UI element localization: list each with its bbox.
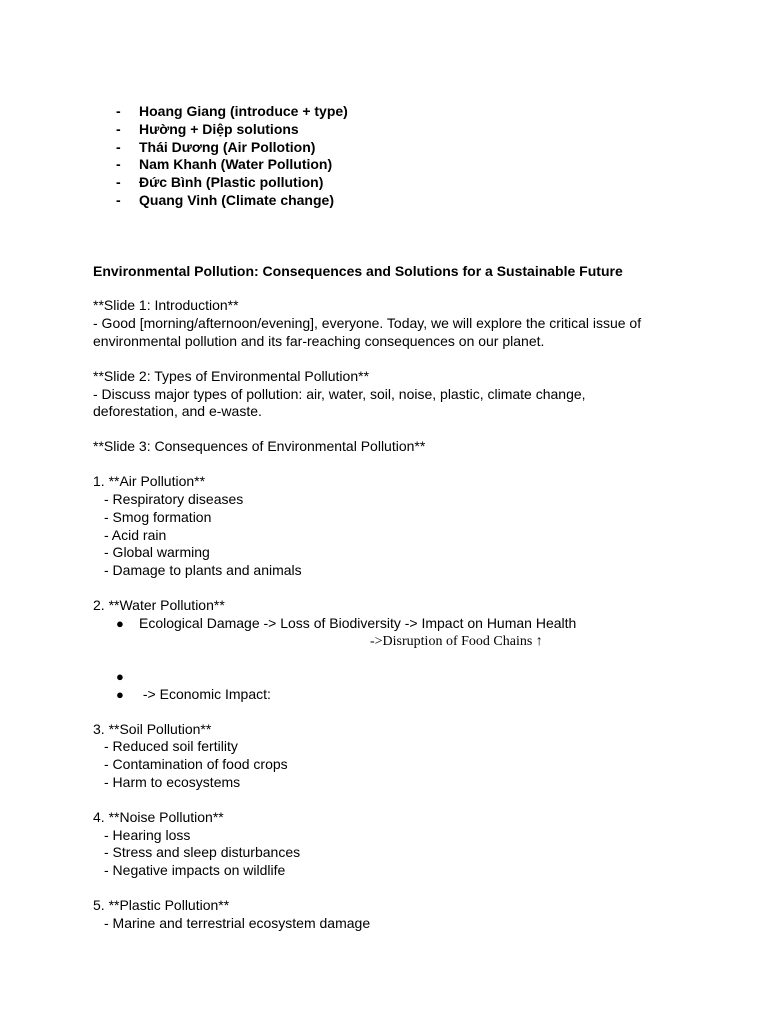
plastic-pollution-heading: 5. **Plastic Pollution** (93, 897, 230, 913)
slide1-text-line: - Good [morning/afternoon/evening], everyone. Today, we will explore the critical issue of (93, 315, 642, 331)
list-item: - Global warming (104, 544, 210, 560)
bullet-icon: ● (116, 669, 124, 684)
list-item: - Contamination of food crops (104, 756, 288, 772)
slide2-heading: **Slide 2: Types of Environmental Pollution** (93, 368, 370, 384)
list-item-text: Hường + Diệp solutions (139, 121, 299, 137)
slide2-text-line: - Discuss major types of pollution: air, water, soil, noise, plastic, climate change, (93, 386, 586, 402)
list-item: - Negative impacts on wildlife (104, 862, 286, 878)
soil-pollution-heading: 3. **Soil Pollution** (93, 721, 212, 737)
list-item-text: Đức Bình (Plastic pollution) (139, 174, 324, 190)
slide3-heading: **Slide 3: Consequences of Environmental Pollution** (93, 438, 426, 454)
slide1-heading: **Slide 1: Introduction** (93, 297, 239, 313)
list-item: - Marine and terrestrial ecosystem damage (104, 915, 371, 931)
list-item-text: Hoang Giang (introduce + type) (139, 103, 348, 119)
water-pollution-note: ->Disruption of Food Chains ↑ (370, 634, 543, 649)
list-item: - Respiratory diseases (104, 491, 244, 507)
noise-pollution-heading: 4. **Noise Pollution** (93, 809, 224, 825)
list-item: - Damage to plants and animals (104, 562, 302, 578)
water-pollution-heading: 2. **Water Pollution** (93, 597, 225, 613)
slide2-text-line: deforestation, and e-waste. (93, 403, 262, 419)
dash-marker: - (116, 174, 121, 190)
bullet-text: -> Economic Impact: (139, 686, 271, 702)
dash-marker: - (116, 139, 121, 155)
bullet-icon: ● (116, 616, 124, 631)
document-title: Environmental Pollution: Consequences and Solutions for a Sustainable Future (93, 263, 623, 279)
list-item: - Stress and sleep disturbances (104, 844, 301, 860)
air-pollution-heading: 1. **Air Pollution** (93, 473, 206, 489)
bullet-text: Ecological Damage -> Loss of Biodiversity -> Impact on Human Health (139, 615, 577, 631)
list-item: - Harm to ecosystems (104, 774, 241, 790)
bullet-icon: ● (116, 687, 124, 702)
dash-marker: - (116, 156, 121, 172)
dash-marker: - (116, 192, 121, 208)
slide1-text-line: environmental pollution and its far-reaching consequences on our planet. (93, 333, 545, 349)
list-item: - Hearing loss (104, 827, 191, 843)
list-item-text: Quang Vinh (Climate change) (139, 192, 334, 208)
list-item: - Acid rain (104, 527, 167, 543)
list-item-text: Thái Dương (Air Pollotion) (139, 139, 316, 155)
dash-marker: - (116, 121, 121, 137)
list-item: - Reduced soil fertility (104, 738, 238, 754)
list-item: - Smog formation (104, 509, 212, 525)
list-item-text: Nam Khanh (Water Pollution) (139, 156, 333, 172)
dash-marker: - (116, 103, 121, 119)
